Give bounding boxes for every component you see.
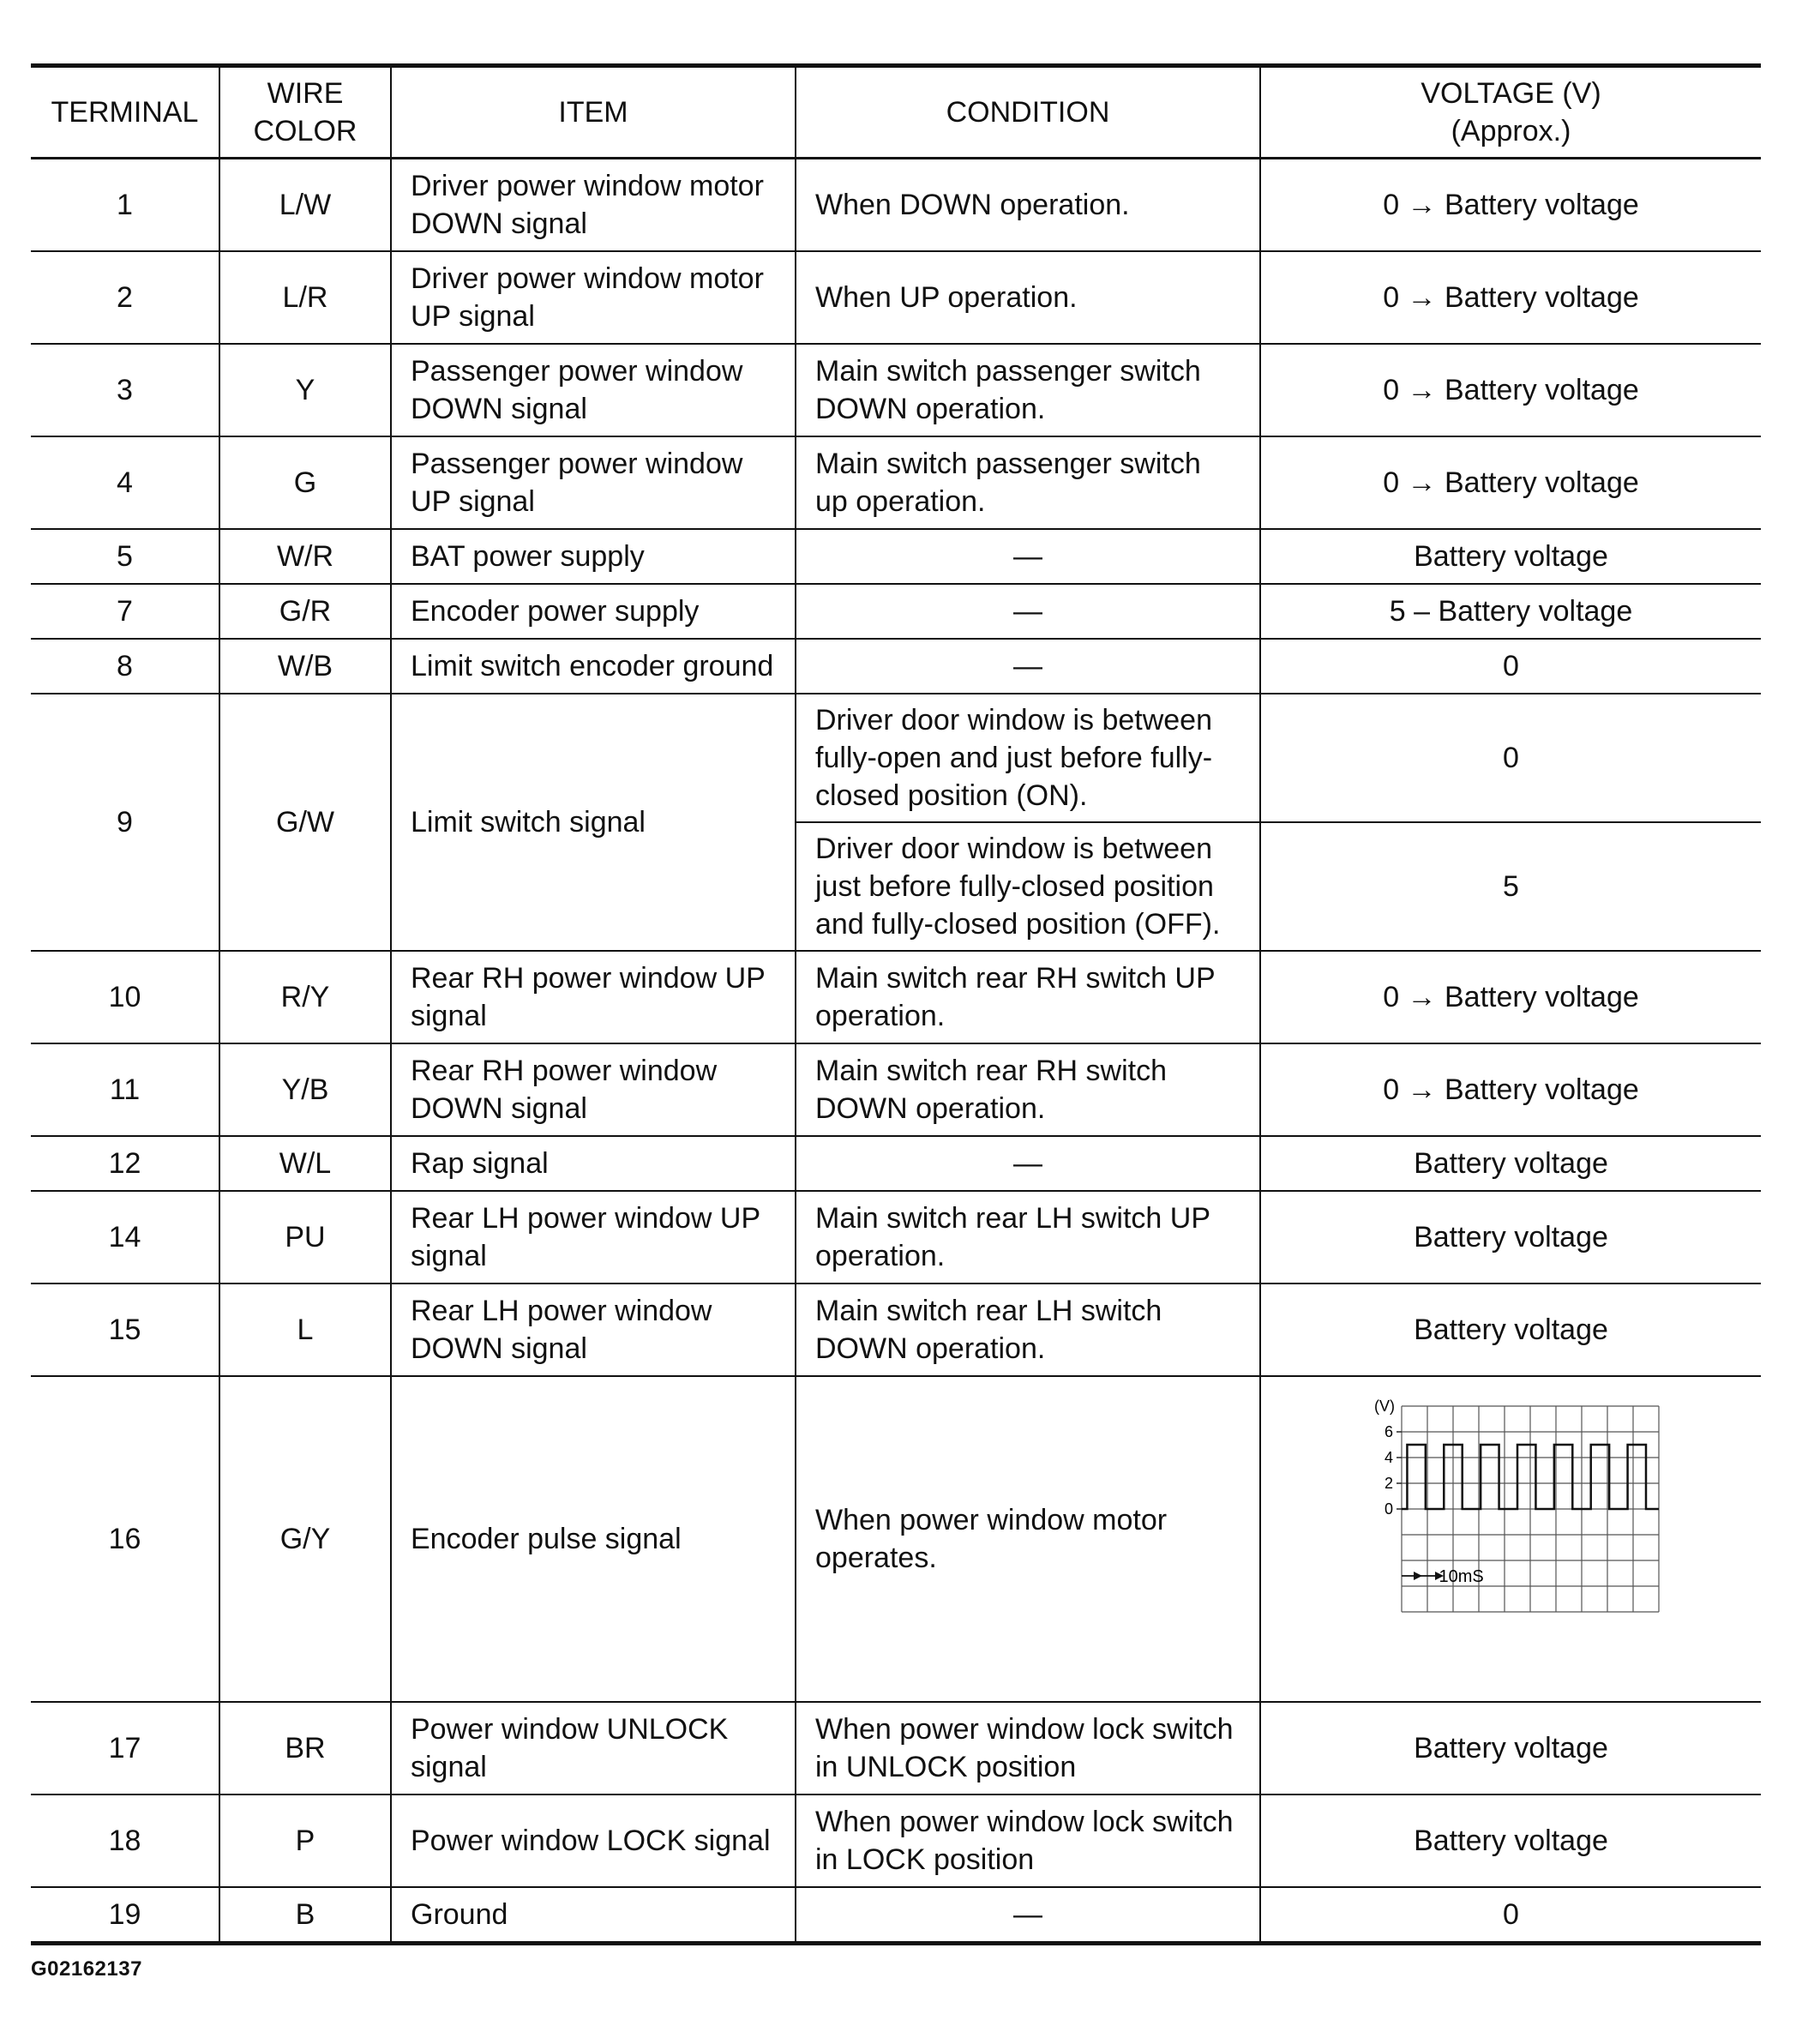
wire-color-cell: L/W [219,159,391,252]
terminal-cell: 18 [31,1795,219,1887]
condition-cell-line: — [1013,595,1042,628]
condition-cell-line: When UP operation. [815,281,1078,314]
table-row [31,1284,1761,1376]
wire-color-cell: L/R [219,251,391,344]
item-cell [391,1795,796,1887]
table-row [31,529,1761,584]
item-cell [391,584,796,639]
terminal-cell: 14 [31,1191,219,1284]
condition-cell [796,251,1260,344]
table-row [31,951,1761,1043]
terminal-cell: 7 [31,584,219,639]
table-row [31,694,1761,822]
terminal-cell: 3 [31,344,219,436]
terminal-cell: 12 [31,1136,219,1191]
terminal-cell: 9 [31,694,219,951]
wire-color-cell: B [219,1887,391,1944]
figure-code: G02162137 [31,1957,142,1981]
condition-cell-line: DOWN operation. [815,1332,1046,1365]
condition-cell-line: Main switch rear RH switch UP [815,962,1216,995]
condition-cell-line: When DOWN operation. [815,189,1130,221]
header-row [31,66,1761,159]
item-cell [391,251,796,344]
wire-color-cell: PU [219,1191,391,1284]
item-cell [391,1191,796,1284]
voltage-cell: 5 [1260,822,1761,951]
wire-color-cell: Y [219,344,391,436]
condition-cell-line: up operation. [815,485,986,518]
condition-cell-line: in LOCK position [815,1843,1035,1876]
item-cell-line: UP signal [411,300,535,333]
voltage-cell: Battery voltage [1260,1702,1761,1795]
header-terminal: TERMINAL [31,66,219,159]
item-cell [391,529,796,584]
encoder-pulse-waveform [1357,1389,1666,1620]
item-cell-line: Rear RH power window [411,1055,718,1087]
voltage-cell: 0 → Battery voltage [1260,344,1761,436]
wire-color-cell: G/R [219,584,391,639]
voltage-cell: 0 → Battery voltage [1260,436,1761,529]
item-cell-line: signal [411,1240,487,1272]
condition-cell-line: DOWN operation. [815,1092,1046,1125]
wire-color-cell: Y/B [219,1043,391,1136]
condition-cell-line: just before fully-closed position [815,870,1214,903]
condition-cell [796,344,1260,436]
condition-cell-line: When power window lock switch [815,1713,1234,1746]
item-cell-line: Power window UNLOCK [411,1713,729,1746]
wire-color-cell: W/L [219,1136,391,1191]
item-cell [391,1887,796,1944]
table-row [31,1043,1761,1136]
voltage-cell: Battery voltage [1260,1795,1761,1887]
item-cell-line: Driver power window motor [411,262,764,295]
item-cell-line: DOWN signal [411,1332,587,1365]
item-cell [391,1376,796,1702]
wire-color-cell: G [219,436,391,529]
table-row [31,251,1761,344]
voltage-cell: 0 → Battery voltage [1260,251,1761,344]
wire-color-cell: W/R [219,529,391,584]
table-row [31,584,1761,639]
condition-cell [796,822,1260,951]
item-cell-line: BAT power supply [411,540,645,573]
condition-cell [796,951,1260,1043]
condition-cell-line: Main switch passenger switch [815,355,1201,388]
header-wire-color-line2: COLOR [253,115,357,147]
item-cell [391,159,796,252]
voltage-cell [1260,1376,1761,1702]
wire-color-cell: G/Y [219,1376,391,1702]
item-cell-line: Rear RH power window UP [411,962,766,995]
condition-cell-line: — [1013,1147,1042,1180]
wire-color-cell: W/B [219,639,391,694]
item-cell-line: signal [411,1000,487,1032]
condition-cell [796,1043,1260,1136]
condition-cell-line: and fully-closed position (OFF). [815,908,1221,941]
voltage-cell: 0 [1260,694,1761,822]
item-cell-line: Rear LH power window UP [411,1202,761,1235]
item-cell-line: DOWN signal [411,393,587,425]
condition-cell [796,584,1260,639]
item-cell-line: UP signal [411,485,535,518]
waveform-y-tick-label: 0 [1384,1500,1393,1518]
item-cell [391,639,796,694]
header-voltage-line2: (Approx.) [1451,115,1571,147]
item-cell-line: Passenger power window [411,355,743,388]
condition-cell-line: in UNLOCK position [815,1751,1077,1783]
time-div-arrow-icon [1414,1572,1422,1580]
condition-cell [796,1284,1260,1376]
voltage-cell: 0 → Battery voltage [1260,159,1761,252]
item-cell-line: Encoder power supply [411,595,700,628]
condition-cell [796,639,1260,694]
table-row [31,1702,1761,1795]
item-cell-line: Limit switch signal [411,806,646,839]
voltage-cell: 0 [1260,1887,1761,1944]
condition-cell-line: — [1013,650,1042,682]
terminal-cell: 5 [31,529,219,584]
condition-cell [796,1191,1260,1284]
header-voltage-line1: VOLTAGE (V) [1421,77,1601,110]
item-cell-line: DOWN signal [411,1092,587,1125]
table-row [31,344,1761,436]
terminal-cell: 8 [31,639,219,694]
condition-cell-line: Main switch passenger switch [815,448,1201,480]
terminal-voltage-table [31,63,1761,1945]
voltage-cell: 0 → Battery voltage [1260,951,1761,1043]
table-body [31,159,1761,1944]
item-cell-line: Encoder pulse signal [411,1523,682,1555]
voltage-cell: Battery voltage [1260,1284,1761,1376]
condition-cell [796,1887,1260,1944]
header-item: ITEM [391,66,796,159]
terminal-cell: 17 [31,1702,219,1795]
item-cell-line: Driver power window motor [411,170,764,202]
item-cell [391,1284,796,1376]
condition-cell-line: Main switch rear LH switch [815,1295,1162,1327]
condition-cell-line: When power window motor [815,1504,1168,1536]
table-row [31,1376,1761,1702]
condition-cell-line: — [1013,1898,1042,1931]
waveform-y-tick-label: 6 [1384,1423,1393,1440]
condition-cell-line: Driver door window is between [815,833,1212,865]
terminal-cell: 1 [31,159,219,252]
waveform-y-tick-label: 4 [1384,1449,1393,1466]
item-cell [391,1702,796,1795]
condition-cell [796,436,1260,529]
condition-cell-line: When power window lock switch [815,1806,1234,1838]
table-row [31,1191,1761,1284]
item-cell-line: signal [411,1751,487,1783]
wire-color-cell: BR [219,1702,391,1795]
table-row [31,436,1761,529]
terminal-cell: 19 [31,1887,219,1944]
table-row [31,159,1761,252]
terminal-cell: 15 [31,1284,219,1376]
voltage-cell: 0 → Battery voltage [1260,1043,1761,1136]
condition-cell-line: operates. [815,1542,937,1574]
condition-cell [796,1702,1260,1795]
condition-cell-line: — [1013,540,1042,573]
item-cell-line: Passenger power window [411,448,743,480]
waveform-unit-label: (V) [1373,1398,1395,1415]
item-cell-line: Rear LH power window [411,1295,712,1327]
item-cell [391,1043,796,1136]
table-row [31,639,1761,694]
condition-cell [796,529,1260,584]
condition-cell-line: operation. [815,1000,946,1032]
terminal-cell: 16 [31,1376,219,1702]
header-condition: CONDITION [796,66,1260,159]
table-row [31,1136,1761,1191]
header-wire-color-line1: WIRE [267,77,344,110]
condition-cell-line: operation. [815,1240,946,1272]
time-div-label: 10mS [1439,1567,1484,1586]
condition-cell [796,694,1260,822]
voltage-cell: 5 – Battery voltage [1260,584,1761,639]
condition-cell [796,1795,1260,1887]
wire-color-cell: P [219,1795,391,1887]
condition-cell-line: fully-open and just before fully- [815,742,1213,774]
condition-cell-line: closed position (ON). [815,779,1088,812]
item-cell [391,436,796,529]
condition-cell [796,1376,1260,1702]
item-cell-line: DOWN signal [411,207,587,240]
item-cell [391,1136,796,1191]
terminal-cell: 2 [31,251,219,344]
terminal-cell: 10 [31,951,219,1043]
voltage-cell: Battery voltage [1260,1136,1761,1191]
terminal-cell: 11 [31,1043,219,1136]
item-cell-line: Ground [411,1898,508,1931]
item-cell-line: Rap signal [411,1147,549,1180]
terminal-cell: 4 [31,436,219,529]
item-cell [391,344,796,436]
condition-cell-line: Driver door window is between [815,704,1212,736]
waveform-y-tick-label: 2 [1384,1475,1393,1492]
table-row [31,1795,1761,1887]
condition-cell [796,159,1260,252]
condition-cell [796,1136,1260,1191]
item-cell-line: Limit switch encoder ground [411,650,774,682]
header-voltage [1260,66,1761,159]
wire-color-cell: L [219,1284,391,1376]
voltage-cell: Battery voltage [1260,529,1761,584]
wire-color-cell: G/W [219,694,391,951]
item-cell [391,951,796,1043]
item-cell-line: Power window LOCK signal [411,1825,771,1857]
condition-cell-line: DOWN operation. [815,393,1046,425]
header-wire-color [219,66,391,159]
terminal-spec-sheet [31,63,1761,1945]
wire-color-cell: R/Y [219,951,391,1043]
item-cell [391,694,796,951]
voltage-cell: Battery voltage [1260,1191,1761,1284]
table-row [31,1887,1761,1944]
condition-cell-line: Main switch rear LH switch UP [815,1202,1211,1235]
voltage-cell: 0 [1260,639,1761,694]
condition-cell-line: Main switch rear RH switch [815,1055,1167,1087]
